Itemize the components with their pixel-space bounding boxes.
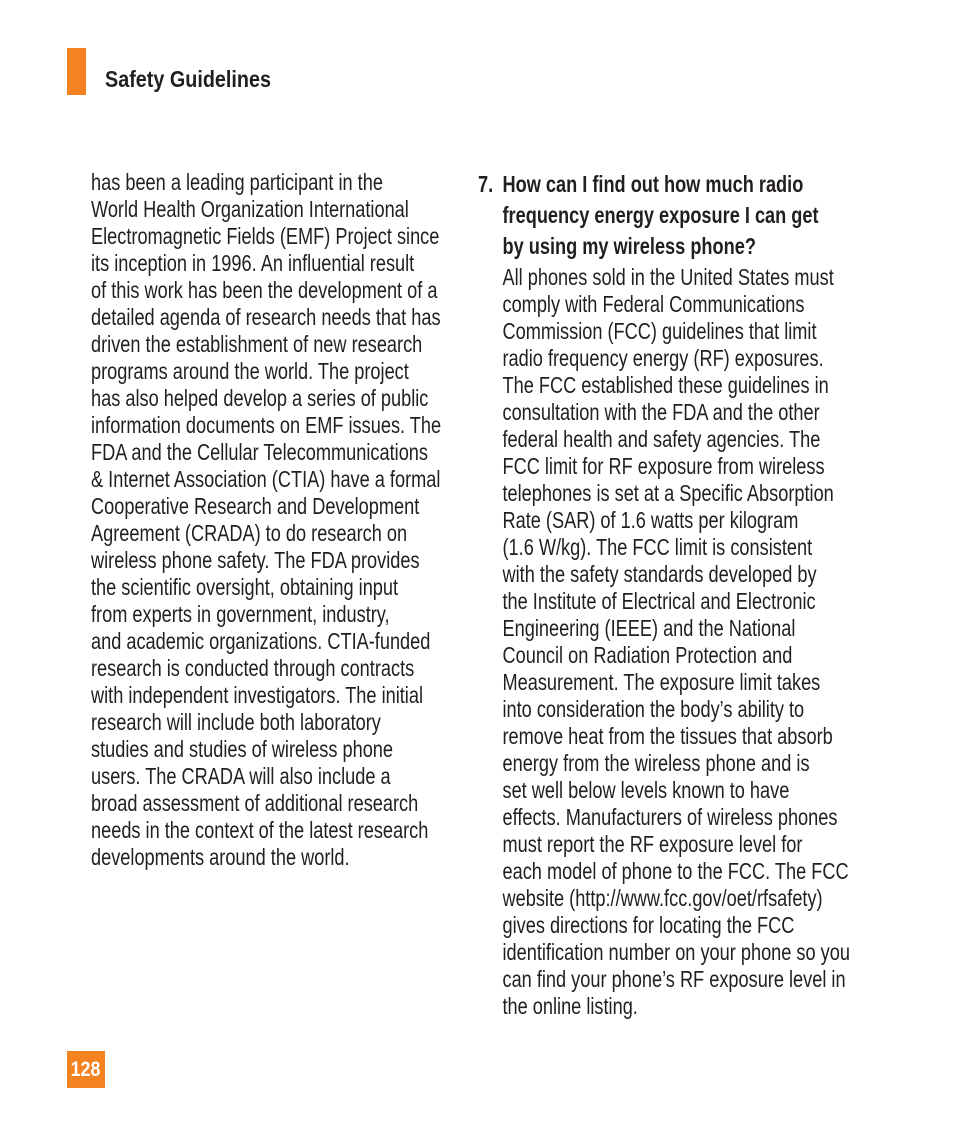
text-line: broad assessment of additional research	[91, 790, 419, 816]
text-line: into consideration the body’s ability to	[502, 696, 805, 722]
header-accent-bar	[67, 48, 86, 95]
text-line: gives directions for locating the FCC	[502, 912, 795, 938]
text-line: developments around the world.	[91, 844, 350, 870]
faq-question-7	[478, 169, 826, 262]
question-line: by using my wireless phone?	[502, 233, 756, 259]
page-title: Safety Guidelines	[105, 66, 271, 92]
text-line: All phones sold in the United States must	[502, 264, 834, 290]
text-line: identification number on your phone so you	[502, 939, 850, 965]
text-line: (1.6 W/kg). The FCC limit is consistent	[502, 534, 813, 560]
right-column-text	[478, 169, 918, 1020]
page-number-badge	[67, 1051, 105, 1088]
question-line: frequency energy exposure I can get	[502, 202, 819, 228]
text-line: needs in the context of the latest research	[91, 817, 429, 843]
text-line: the Institute of Electrical and Electronic	[502, 588, 816, 614]
question-number: 7.	[478, 171, 494, 197]
text-line: programs around the world. The project	[91, 358, 409, 384]
text-line: Electromagnetic Fields (EMF) Project since	[91, 223, 440, 249]
text-line: FCC limit for RF exposure from wireless	[502, 453, 825, 479]
text-line: FDA and the Cellular Telecommunications	[91, 439, 428, 465]
text-line: wireless phone safety. The FDA provides	[91, 547, 420, 573]
text-line: has been a leading participant in the	[91, 169, 383, 195]
text-line: has also helped develop a series of public	[91, 385, 429, 411]
text-line: can find your phone’s RF exposure level in	[502, 966, 846, 992]
text-line: energy from the wireless phone and is	[502, 750, 810, 776]
text-line: Measurement. The exposure limit takes	[502, 669, 821, 695]
text-line: detailed agenda of research needs that has	[91, 304, 441, 330]
question-line: How can I find out how much radio	[502, 171, 804, 197]
text-line: driven the establishment of new research	[91, 331, 423, 357]
text-line: The FCC established these guidelines in	[502, 372, 829, 398]
text-line: with the safety standards developed by	[502, 561, 817, 587]
text-line: and academic organizations. CTIA-funded	[91, 628, 431, 654]
left-column-text	[91, 169, 511, 871]
text-line: the scientific oversight, obtaining input	[91, 574, 399, 600]
text-line: telephones is set at a Specific Absorption	[502, 480, 834, 506]
page-number: 128	[71, 1058, 101, 1081]
text-line: consultation with the FDA and the other	[502, 399, 820, 425]
text-line: must report the RF exposure level for	[502, 831, 803, 857]
text-line: Engineering (IEEE) and the National	[502, 615, 796, 641]
text-line: remove heat from the tissues that absorb	[502, 723, 833, 749]
text-line: Cooperative Research and Development	[91, 493, 420, 519]
text-line: Council on Radiation Protection and	[502, 642, 793, 668]
text-line: federal health and safety agencies. The	[502, 426, 821, 452]
text-line: Commission (FCC) guidelines that limit	[502, 318, 817, 344]
answer-paragraph	[502, 264, 850, 1020]
text-line: website (http://www.fcc.gov/oet/rfsafety)	[502, 885, 823, 911]
text-line: research is conducted through contracts	[91, 655, 415, 681]
text-line: effects. Manufacturers of wireless phones	[502, 804, 838, 830]
text-line: the online listing.	[502, 993, 638, 1019]
text-line: of this work has been the development of a	[91, 277, 438, 303]
left-paragraph	[91, 169, 442, 871]
text-line: research will include both laboratory	[91, 709, 381, 735]
text-line: each model of phone to the FCC. The FCC	[502, 858, 849, 884]
text-line: with independent investigators. The initial	[91, 682, 423, 708]
question-text	[502, 169, 825, 262]
text-line: Rate (SAR) of 1.6 watts per kilogram	[502, 507, 799, 533]
text-line: users. The CRADA will also include a	[91, 763, 391, 789]
text-line: Agreement (CRADA) to do research on	[91, 520, 408, 546]
text-line: from experts in government, industry,	[91, 601, 390, 627]
text-line: radio frequency energy (RF) exposures.	[502, 345, 824, 371]
text-line: its inception in 1996. An influential result	[91, 250, 415, 276]
text-line: studies and studies of wireless phone	[91, 736, 394, 762]
text-line: & Internet Association (CTIA) have a formal	[91, 466, 441, 492]
text-line: information documents on EMF issues. The	[91, 412, 442, 438]
text-line: set well below levels known to have	[502, 777, 790, 803]
text-line: comply with Federal Communications	[502, 291, 805, 317]
text-line: World Health Organization International	[91, 196, 409, 222]
